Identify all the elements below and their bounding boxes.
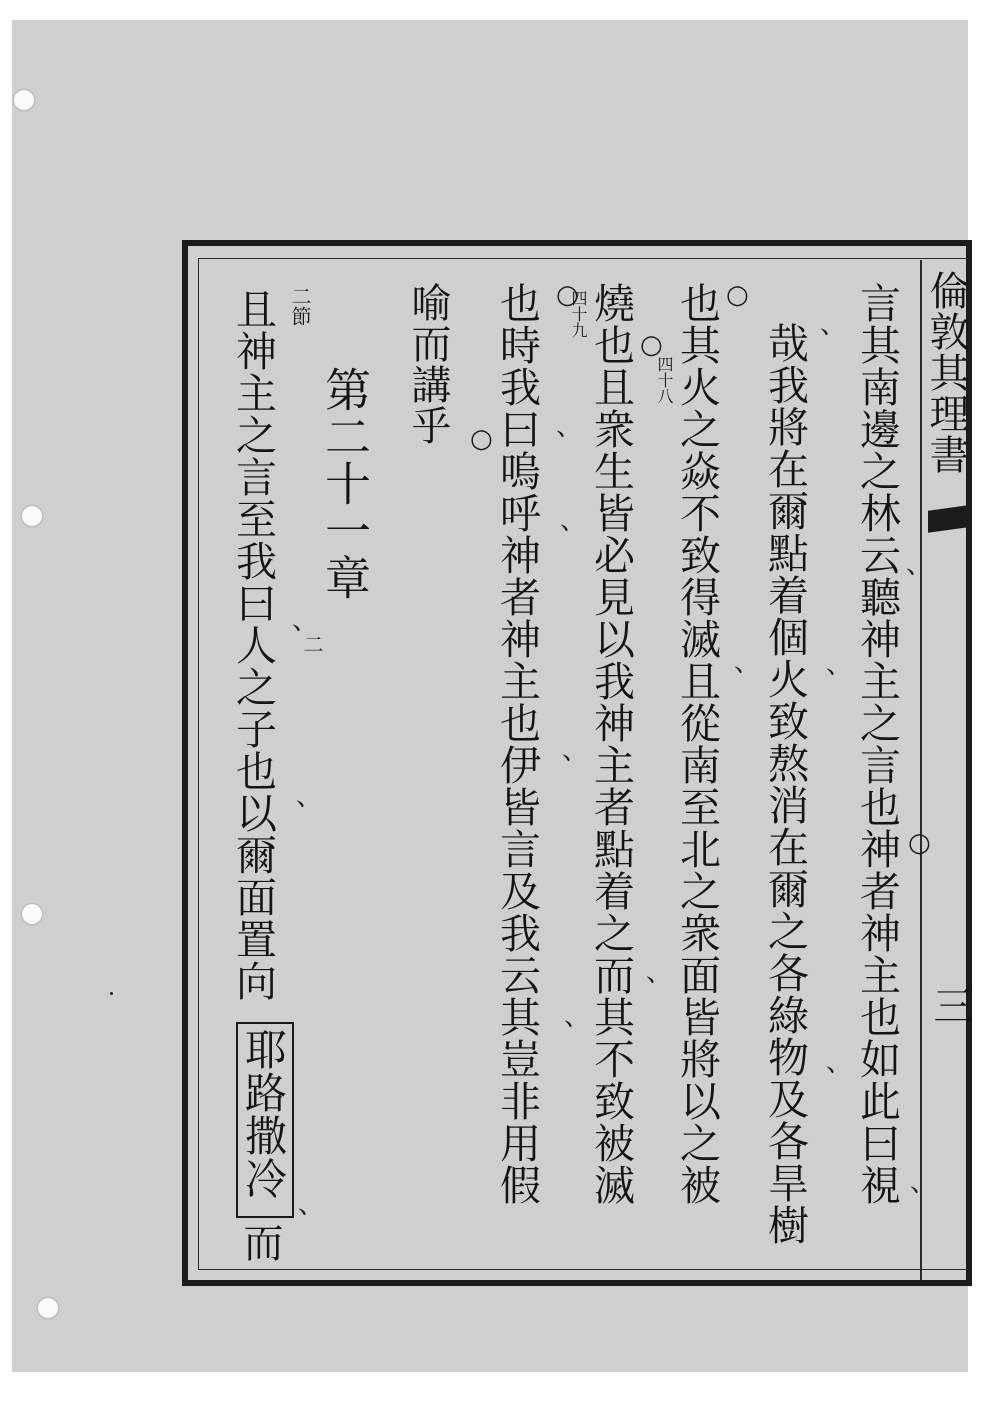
verse-number-48: 四十八: [655, 356, 674, 404]
circle-mark: ○: [726, 280, 749, 310]
binding-hole: [22, 904, 42, 924]
text-column-3: 也其火之焱不致得滅且從南至北之衆面皆將以之被: [673, 282, 721, 1206]
margin-page-number: 三: [927, 985, 973, 1026]
circle-mark: ○: [640, 330, 663, 360]
verse-number-49: 四十九: [569, 290, 588, 338]
boxed-place-name: 耶路撒冷: [239, 1028, 288, 1200]
text-column-8: 且神主之言至我曰人之子也以爾面置向: [229, 288, 277, 1002]
text-column-6: 喻而講乎: [405, 282, 451, 446]
comma-mark: 、: [560, 506, 587, 536]
comma-mark: 、: [296, 782, 323, 812]
chapter-heading: 第二十一章: [318, 366, 372, 601]
stray-ink-dot: [110, 992, 113, 995]
comma-mark: 、: [820, 310, 847, 340]
binding-hole: [22, 506, 42, 526]
comma-mark: 、: [298, 1190, 325, 1220]
binding-hole: [14, 90, 34, 110]
comma-mark: 、: [564, 1002, 591, 1032]
comma-mark: 、: [562, 736, 589, 766]
verse-number-2: 二: [300, 634, 324, 654]
text-column-1: 言其南邊之林云聽神主之言也神者神主也如此曰視: [853, 282, 901, 1206]
comma-mark: 、: [910, 1168, 937, 1198]
text-column-5: 也時我曰嗚呼神者神主也伊皆言及我云其豈非用假: [493, 282, 541, 1206]
comma-mark: 、: [734, 648, 761, 678]
circle-mark: ○: [556, 280, 579, 310]
comma-mark: 、: [646, 958, 673, 988]
comma-mark: 、: [292, 606, 319, 636]
text-column-2: 哉我將在爾點着個火致熬消在爾之各綠物及各旱樹: [761, 322, 809, 1246]
comma-mark: 、: [826, 650, 853, 680]
comma-mark: 、: [556, 412, 583, 442]
comma-mark: 、: [826, 1048, 853, 1078]
binding-hole: [38, 1298, 58, 1318]
section-number: 二節: [288, 286, 312, 326]
circle-mark: ○: [908, 828, 931, 858]
text-column-8-tail: 而: [237, 1222, 283, 1263]
comma-mark: 、: [906, 550, 933, 580]
text-column-4: 燒也且衆生皆必見以我神主者點着之而其不致被滅: [587, 282, 635, 1206]
margin-title: 倫敦其理書: [923, 270, 969, 475]
circle-mark: ○: [470, 424, 493, 454]
